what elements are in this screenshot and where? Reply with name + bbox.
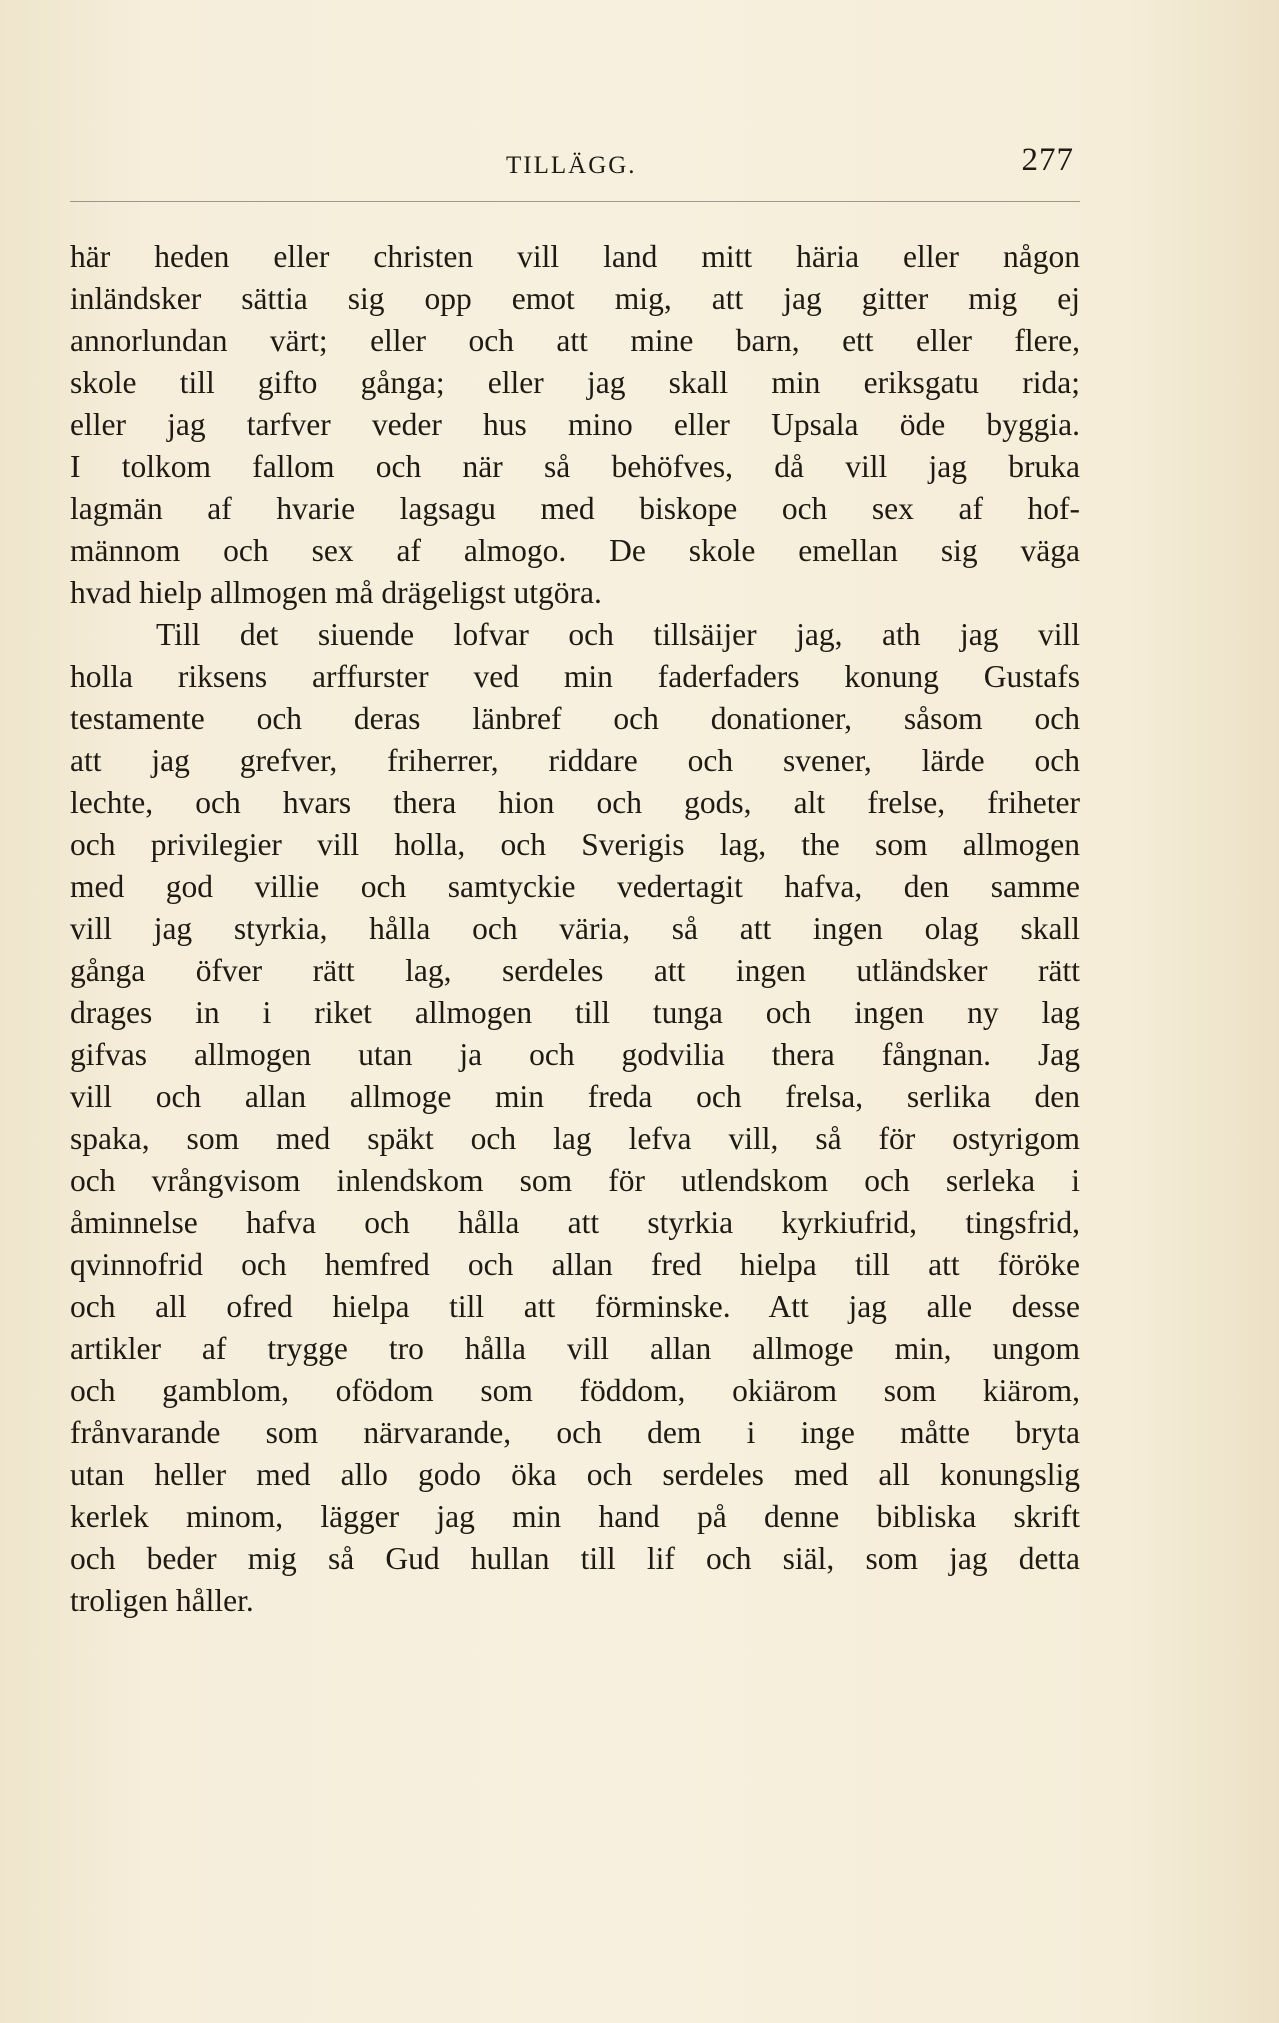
running-head: TILLÄGG. <box>506 152 637 179</box>
page-number: 277 <box>1021 142 1074 178</box>
text-line: skole till gifto gånga; eller jag skall min eriksgatu rida; <box>70 365 1080 400</box>
text-line: utan heller med allo godo öka och serdeles med all konungslig <box>70 1457 1080 1492</box>
text-line: Till det siuende lofvar och tillsäijer jag, ath jag vill <box>156 617 1080 652</box>
header-rule <box>70 201 1080 202</box>
text-line: drages in i riket allmogen till tunga och ingen ny lag <box>70 995 1080 1030</box>
text-line: att jag grefver, friherrer, riddare och svener, lärde och <box>70 743 1080 778</box>
text-line: inländsker sättia sig opp emot mig, att jag gitter mig ej <box>70 281 1080 316</box>
text-line: artikler af trygge tro hålla vill allan allmoge min, ungom <box>70 1331 1080 1366</box>
text-line: männom och sex af almogo. De skole emellan sig väga <box>70 533 1080 568</box>
text-line: med god villie och samtyckie vedertagit hafva, den samme <box>70 869 1080 904</box>
text-line: vill jag styrkia, hålla och väria, så att ingen olag skall <box>70 911 1080 946</box>
text-line: annorlundan värt; eller och att mine barn, ett eller flere, <box>70 323 1080 358</box>
text-line: lagmän af hvarie lagsagu med biskope och sex af hof- <box>70 491 1080 526</box>
text-line: och all ofred hielpa till att förminske. Att jag alle desse <box>70 1289 1080 1324</box>
text-line: åminnelse hafva och hålla att styrkia kyrkiufrid, tingsfrid, <box>70 1205 1080 1240</box>
text-line: eller jag tarfver veder hus mino eller Upsala öde byggia. <box>70 407 1080 442</box>
text-line: och privilegier vill holla, och Sverigis lag, the som allmogen <box>70 827 1080 862</box>
text-line: vill och allan allmoge min freda och frelsa, serlika den <box>70 1079 1080 1114</box>
text-line: och vrångvisom inlendskom som för utlendskom och serleka i <box>70 1163 1080 1198</box>
text-line: lechte, och hvars thera hion och gods, alt frelse, friheter <box>70 785 1080 820</box>
text-line: troligen håller. <box>70 1583 254 1618</box>
text-line: spaka, som med späkt och lag lefva vill, så för ostyrigom <box>70 1121 1080 1156</box>
page-header <box>70 138 1080 188</box>
body-text <box>70 236 1080 1622</box>
text-line: frånvarande som närvarande, och dem i inge måtte bryta <box>70 1415 1080 1450</box>
text-line: testamente och deras länbref och donationer, såsom och <box>70 701 1080 736</box>
text-line: kerlek minom, lägger jag min hand på denne bibliska skrift <box>70 1499 1080 1534</box>
text-line: och beder mig så Gud hullan till lif och siäl, som jag detta <box>70 1541 1080 1576</box>
text-line: I tolkom fallom och när så behöfves, då vill jag bruka <box>70 449 1080 484</box>
text-line: qvinnofrid och hemfred och allan fred hielpa till att föröke <box>70 1247 1080 1282</box>
text-line: hvad hielp allmogen må drägeligst utgöra. <box>70 575 602 610</box>
text-line: här heden eller christen vill land mitt häria eller någon <box>70 239 1080 274</box>
text-line: gånga öfver rätt lag, serdeles att ingen utländsker rätt <box>70 953 1080 988</box>
text-line: holla riksens arffurster ved min faderfaders konung Gustafs <box>70 659 1080 694</box>
text-line: gifvas allmogen utan ja och godvilia thera fångnan. Jag <box>70 1037 1080 1072</box>
text-line: och gamblom, ofödom som föddom, okiärom som kiärom, <box>70 1373 1080 1408</box>
